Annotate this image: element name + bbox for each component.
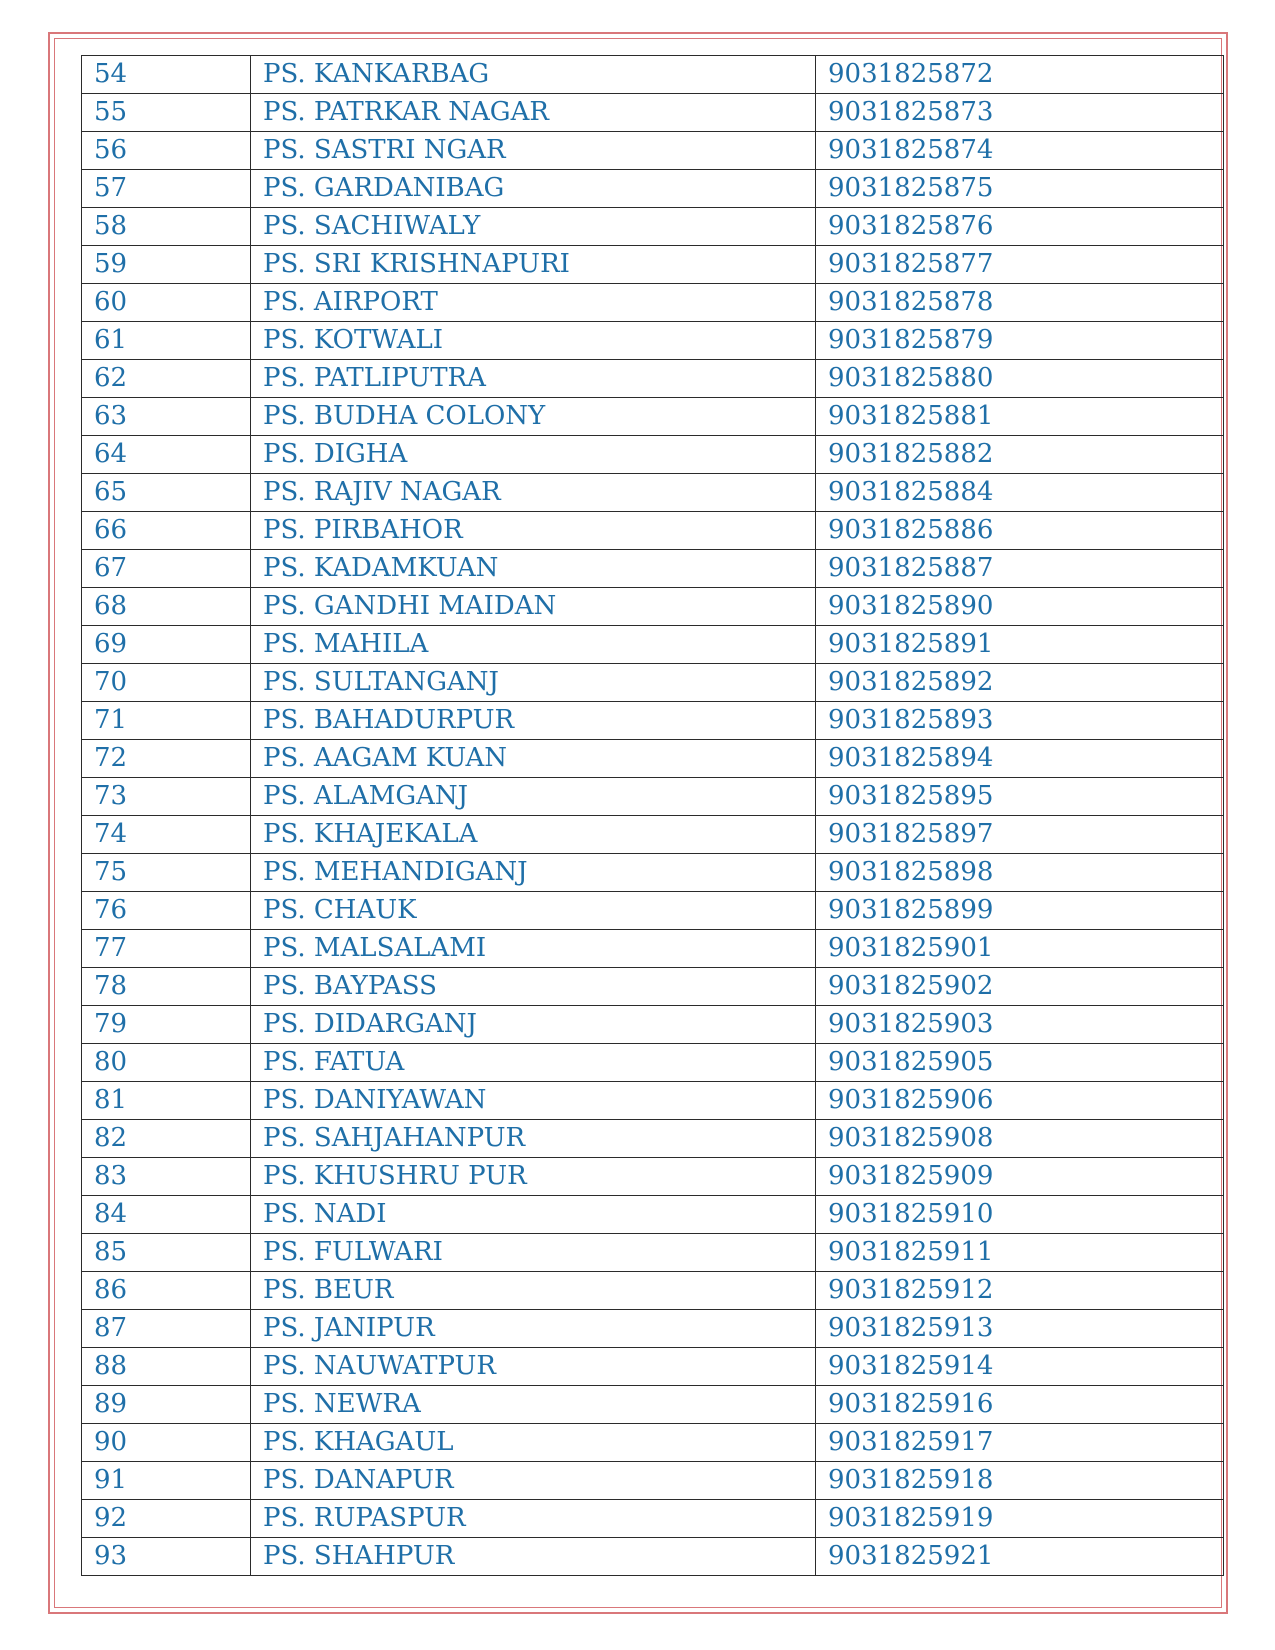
table-row (82, 1120, 1224, 1158)
serial-number-cell: 82 (82, 1120, 251, 1158)
serial-number-cell: 59 (82, 246, 251, 284)
serial-number-cell: 72 (82, 740, 251, 778)
table-row (82, 512, 1224, 550)
police-station-name-cell: PS. FULWARI (251, 1234, 816, 1272)
police-station-name-cell: PS. PIRBAHOR (251, 512, 816, 550)
phone-number-cell: 9031825911 (816, 1234, 1224, 1272)
serial-number-cell: 68 (82, 588, 251, 626)
serial-number-cell: 56 (82, 132, 251, 170)
serial-number-cell: 64 (82, 436, 251, 474)
table-row (82, 1234, 1224, 1272)
phone-number-cell: 9031825877 (816, 246, 1224, 284)
police-station-name-cell: PS. BAYPASS (251, 968, 816, 1006)
phone-number-cell: 9031825891 (816, 626, 1224, 664)
serial-number-cell: 76 (82, 892, 251, 930)
table-row (82, 360, 1224, 398)
police-station-name-cell: PS. MEHANDIGANJ (251, 854, 816, 892)
phone-number-cell: 9031825892 (816, 664, 1224, 702)
police-station-name-cell: PS. SULTANGANJ (251, 664, 816, 702)
serial-number-cell: 89 (82, 1386, 251, 1424)
police-station-table-wrapper (81, 55, 1223, 1576)
police-station-name-cell: PS. DANAPUR (251, 1462, 816, 1500)
serial-number-cell: 61 (82, 322, 251, 360)
police-station-name-cell: PS. KANKARBAG (251, 56, 816, 94)
police-station-name-cell: PS. KOTWALI (251, 322, 816, 360)
police-station-name-cell: PS. NAUWATPUR (251, 1348, 816, 1386)
serial-number-cell: 70 (82, 664, 251, 702)
police-station-name-cell: PS. KADAMKUAN (251, 550, 816, 588)
police-station-name-cell: PS. KHAGAUL (251, 1424, 816, 1462)
table-row (82, 284, 1224, 322)
phone-number-cell: 9031825916 (816, 1386, 1224, 1424)
police-station-name-cell: PS. GARDANIBAG (251, 170, 816, 208)
serial-number-cell: 66 (82, 512, 251, 550)
phone-number-cell: 9031825893 (816, 702, 1224, 740)
police-station-name-cell: PS. GANDHI MAIDAN (251, 588, 816, 626)
phone-number-cell: 9031825903 (816, 1006, 1224, 1044)
serial-number-cell: 80 (82, 1044, 251, 1082)
serial-number-cell: 87 (82, 1310, 251, 1348)
phone-number-cell: 9031825912 (816, 1272, 1224, 1310)
police-station-name-cell: PS. RAJIV NAGAR (251, 474, 816, 512)
table-row (82, 588, 1224, 626)
table-row (82, 246, 1224, 284)
serial-number-cell: 75 (82, 854, 251, 892)
police-station-name-cell: PS. KHAJEKALA (251, 816, 816, 854)
police-station-name-cell: PS. AIRPORT (251, 284, 816, 322)
table-row (82, 930, 1224, 968)
serial-number-cell: 58 (82, 208, 251, 246)
table-row (82, 132, 1224, 170)
phone-number-cell: 9031825898 (816, 854, 1224, 892)
serial-number-cell: 83 (82, 1158, 251, 1196)
police-station-name-cell: PS. KHUSHRU PUR (251, 1158, 816, 1196)
table-row (82, 1310, 1224, 1348)
serial-number-cell: 85 (82, 1234, 251, 1272)
serial-number-cell: 84 (82, 1196, 251, 1234)
phone-number-cell: 9031825875 (816, 170, 1224, 208)
table-row (82, 1538, 1224, 1576)
table-row (82, 1500, 1224, 1538)
table-row (82, 436, 1224, 474)
table-row (82, 1158, 1224, 1196)
serial-number-cell: 73 (82, 778, 251, 816)
police-station-name-cell: PS. CHAUK (251, 892, 816, 930)
table-row (82, 94, 1224, 132)
serial-number-cell: 65 (82, 474, 251, 512)
police-station-name-cell: PS. DANIYAWAN (251, 1082, 816, 1120)
phone-number-cell: 9031825874 (816, 132, 1224, 170)
serial-number-cell: 77 (82, 930, 251, 968)
phone-number-cell: 9031825895 (816, 778, 1224, 816)
table-row (82, 1082, 1224, 1120)
serial-number-cell: 55 (82, 94, 251, 132)
phone-number-cell: 9031825909 (816, 1158, 1224, 1196)
serial-number-cell: 67 (82, 550, 251, 588)
serial-number-cell: 79 (82, 1006, 251, 1044)
serial-number-cell: 86 (82, 1272, 251, 1310)
police-station-name-cell: PS. NEWRA (251, 1386, 816, 1424)
phone-number-cell: 9031825897 (816, 816, 1224, 854)
phone-number-cell: 9031825901 (816, 930, 1224, 968)
serial-number-cell: 71 (82, 702, 251, 740)
table-row (82, 550, 1224, 588)
police-station-name-cell: PS. RUPASPUR (251, 1500, 816, 1538)
phone-number-cell: 9031825878 (816, 284, 1224, 322)
table-row (82, 56, 1224, 94)
table-row (82, 854, 1224, 892)
police-station-name-cell: PS. MALSALAMI (251, 930, 816, 968)
police-station-name-cell: PS. BAHADURPUR (251, 702, 816, 740)
phone-number-cell: 9031825887 (816, 550, 1224, 588)
phone-number-cell: 9031825873 (816, 94, 1224, 132)
table-row (82, 816, 1224, 854)
serial-number-cell: 69 (82, 626, 251, 664)
police-station-name-cell: PS. SASTRI NGAR (251, 132, 816, 170)
phone-number-cell: 9031825905 (816, 1044, 1224, 1082)
police-station-name-cell: PS. BUDHA COLONY (251, 398, 816, 436)
table-row (82, 1044, 1224, 1082)
table-row (82, 208, 1224, 246)
phone-number-cell: 9031825880 (816, 360, 1224, 398)
table-row (82, 1196, 1224, 1234)
serial-number-cell: 81 (82, 1082, 251, 1120)
phone-number-cell: 9031825913 (816, 1310, 1224, 1348)
serial-number-cell: 74 (82, 816, 251, 854)
table-row (82, 1462, 1224, 1500)
serial-number-cell: 63 (82, 398, 251, 436)
serial-number-cell: 78 (82, 968, 251, 1006)
phone-number-cell: 9031825879 (816, 322, 1224, 360)
table-row (82, 1272, 1224, 1310)
phone-number-cell: 9031825918 (816, 1462, 1224, 1500)
phone-number-cell: 9031825910 (816, 1196, 1224, 1234)
phone-number-cell: 9031825890 (816, 588, 1224, 626)
table-row (82, 664, 1224, 702)
table-row (82, 474, 1224, 512)
police-station-name-cell: PS. DIDARGANJ (251, 1006, 816, 1044)
phone-number-cell: 9031825902 (816, 968, 1224, 1006)
phone-number-cell: 9031825899 (816, 892, 1224, 930)
police-station-name-cell: PS. SACHIWALY (251, 208, 816, 246)
table-row (82, 740, 1224, 778)
phone-number-cell: 9031825882 (816, 436, 1224, 474)
serial-number-cell: 93 (82, 1538, 251, 1576)
table-row (82, 322, 1224, 360)
police-station-name-cell: PS. PATRKAR NAGAR (251, 94, 816, 132)
phone-number-cell: 9031825886 (816, 512, 1224, 550)
table-row (82, 170, 1224, 208)
table-row (82, 1006, 1224, 1044)
phone-number-cell: 9031825876 (816, 208, 1224, 246)
table-row (82, 1348, 1224, 1386)
phone-number-cell: 9031825919 (816, 1500, 1224, 1538)
phone-number-cell: 9031825872 (816, 56, 1224, 94)
police-station-name-cell: PS. FATUA (251, 1044, 816, 1082)
police-station-name-cell: PS. MAHILA (251, 626, 816, 664)
police-station-name-cell: PS. SHAHPUR (251, 1538, 816, 1576)
serial-number-cell: 92 (82, 1500, 251, 1538)
table-row (82, 702, 1224, 740)
phone-number-cell: 9031825908 (816, 1120, 1224, 1158)
table-body (82, 56, 1224, 1576)
phone-number-cell: 9031825884 (816, 474, 1224, 512)
table-row (82, 1424, 1224, 1462)
serial-number-cell: 54 (82, 56, 251, 94)
phone-number-cell: 9031825894 (816, 740, 1224, 778)
police-station-name-cell: PS. ALAMGANJ (251, 778, 816, 816)
police-station-contact-table (81, 55, 1224, 1576)
police-station-name-cell: PS. BEUR (251, 1272, 816, 1310)
phone-number-cell: 9031825921 (816, 1538, 1224, 1576)
serial-number-cell: 62 (82, 360, 251, 398)
police-station-name-cell: PS. SAHJAHANPUR (251, 1120, 816, 1158)
police-station-name-cell: PS. AAGAM KUAN (251, 740, 816, 778)
table-row (82, 626, 1224, 664)
police-station-name-cell: PS. JANIPUR (251, 1310, 816, 1348)
phone-number-cell: 9031825917 (816, 1424, 1224, 1462)
phone-number-cell: 9031825914 (816, 1348, 1224, 1386)
police-station-name-cell: PS. SRI KRISHNAPURI (251, 246, 816, 284)
police-station-name-cell: PS. DIGHA (251, 436, 816, 474)
serial-number-cell: 90 (82, 1424, 251, 1462)
table-row (82, 398, 1224, 436)
table-row (82, 892, 1224, 930)
serial-number-cell: 88 (82, 1348, 251, 1386)
table-row (82, 778, 1224, 816)
serial-number-cell: 91 (82, 1462, 251, 1500)
table-row (82, 1386, 1224, 1424)
serial-number-cell: 60 (82, 284, 251, 322)
serial-number-cell: 57 (82, 170, 251, 208)
table-row (82, 968, 1224, 1006)
phone-number-cell: 9031825906 (816, 1082, 1224, 1120)
police-station-name-cell: PS. NADI (251, 1196, 816, 1234)
phone-number-cell: 9031825881 (816, 398, 1224, 436)
police-station-name-cell: PS. PATLIPUTRA (251, 360, 816, 398)
